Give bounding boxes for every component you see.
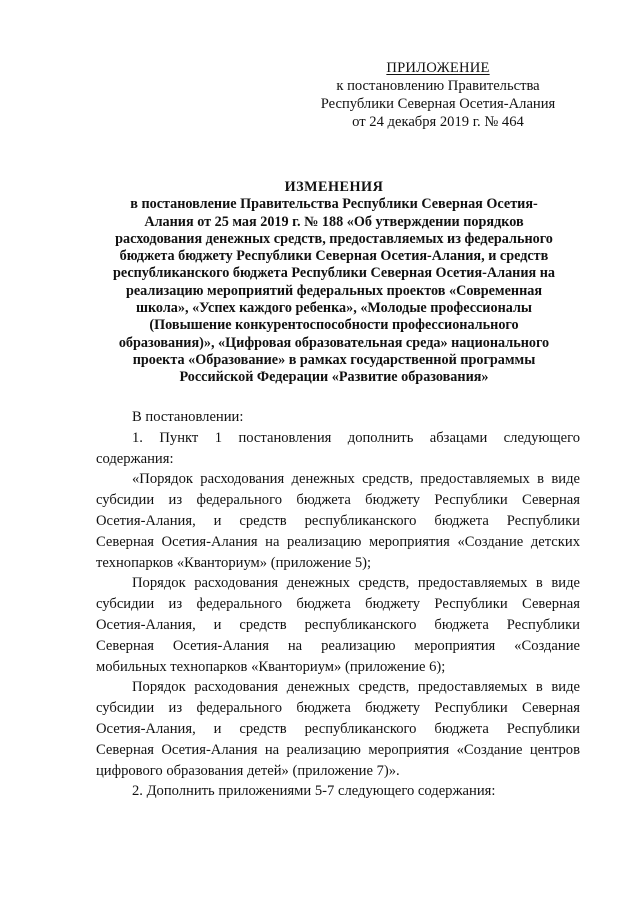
- body-line: «Порядок расходования денежных средств, предоставляемых в виде: [132, 471, 580, 488]
- document-body: [96, 407, 580, 802]
- body-line: Северная Осетия-Алания на реализацию мероприятия «Создание центров: [96, 741, 580, 758]
- title-line: реализацию мероприятий федеральных проектов «Современная: [125, 282, 543, 299]
- title-line: (Повышение конкурентоспособности профессионального: [149, 317, 519, 334]
- title-line: в постановление Правительства Республики Северная Осетия-: [130, 196, 538, 213]
- title-line: Российской Федерации «Развитие образования»: [179, 369, 489, 386]
- title-line: бюджета бюджету Республики Северная Осетия-Алания, и средств: [119, 248, 549, 265]
- body-line: В постановлении:: [132, 409, 244, 425]
- title-line: расходования денежных средств, предоставляемых из федерального: [115, 230, 553, 247]
- body-line: Осетия-Алания, и средств республиканского бюджета Республики: [96, 616, 580, 633]
- document-title-block: [88, 179, 580, 387]
- body-line: Северная Осетия-Алания на реализацию мероприятия «Создание детских: [96, 533, 580, 550]
- appendix-line: от 24 декабря 2019 г. № 464: [352, 114, 524, 130]
- body-line: Северная Осетия-Алания на реализацию мероприятия «Создание: [96, 637, 580, 654]
- appendix-title: ПРИЛОЖЕНИЕ: [386, 60, 490, 76]
- body-line: 2. Дополнить приложениями 5-7 следующего содержания:: [132, 783, 496, 800]
- appendix-header: [318, 59, 558, 131]
- document-heading: ИЗМЕНЕНИЯ: [284, 179, 384, 195]
- body-line: Осетия-Алания, и средств республиканского бюджета Республики: [96, 720, 580, 737]
- body-line: субсидии из федерального бюджета бюджету Республики Северная: [96, 700, 580, 717]
- title-line: проекта «Образование» в рамках государственной программы: [132, 351, 536, 368]
- body-line: технопарков «Кванториум» (приложение 5);: [96, 554, 372, 571]
- body-line: Осетия-Алания, и средств республиканского бюджета Республики: [96, 512, 580, 529]
- body-line: содержания:: [96, 450, 174, 467]
- title-line: школа», «Успех каждого ребенка», «Молодые профессионалы: [135, 300, 533, 317]
- body-line: субсидии из федерального бюджета бюджету Республики Северная: [96, 492, 580, 509]
- appendix-line: Республики Северная Осетия-Алания: [320, 96, 556, 112]
- body-line: Порядок расходования денежных средств, предоставляемых в виде: [132, 679, 580, 696]
- title-line: республиканского бюджета Республики Северная Осетия-Алания на: [112, 265, 556, 282]
- title-line: образования)», «Цифровая образовательная среда» национального: [118, 334, 550, 351]
- body-line: субсидии из федерального бюджета бюджету Республики Северная: [96, 596, 580, 613]
- appendix-line: к постановлению Правительства: [336, 78, 540, 94]
- body-line: цифрового образования детей» (приложение 7)».: [96, 762, 400, 779]
- body-line: 1. Пункт 1 постановления дополнить абзацами следующего: [132, 429, 580, 446]
- body-line: Порядок расходования денежных средств, предоставляемых в виде: [132, 575, 580, 592]
- body-line: мобильных технопарков «Кванториум» (приложение 6);: [96, 658, 446, 675]
- title-line: Алания от 25 мая 2019 г. № 188 «Об утверждении порядков: [144, 213, 524, 230]
